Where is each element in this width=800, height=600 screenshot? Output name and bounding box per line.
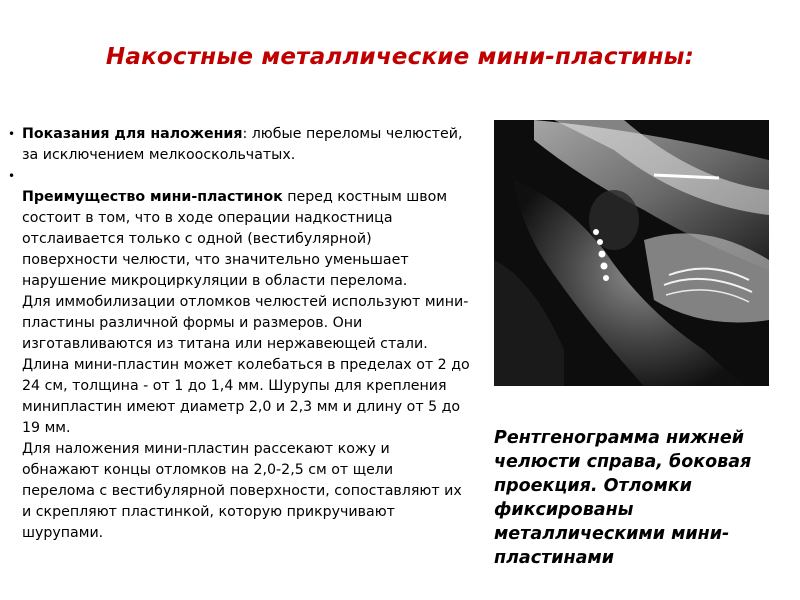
empty-line <box>22 166 470 187</box>
slide-title: Накостные металлические мини-пластины: <box>105 44 695 70</box>
immobilization-paragraph: Для иммобилизации отломков челюстей используют мини-пластины различной формы и размеров. Они изготавливаются из титана или нержавеющей стали. Длина мини-пластин может колебаться в пределах от 2 до 24 см, толщина - от 1 до 1,4 мм. Шурупы для крепления минипластин имеют диаметр 2,0 и 2,3 мм и длину от 5 до 19 мм. <box>22 294 470 436</box>
advantage-text: перед костным швом состоит в том, что в ходе операции надкостница отслаивается только с одной (вестибулярной) поверхности челюсти, что значительно уменьшает нарушение микроциркуляции в области перелома. <box>22 189 448 289</box>
bullet-advantage <box>8 166 470 544</box>
xray-illustration <box>494 120 769 386</box>
procedure-paragraph: Для наложения мини-пластин рассекают кожу и обнажают концы отломков на 2,0-2,5 см от щели перелома с вестибулярной поверхности, сопоставляют их и скрепляют пластинкой, которую прикручивают шурупами. <box>22 441 462 541</box>
xray-image <box>494 120 769 386</box>
indications-text: : любые переломы челюстей, за исключением мелкооскольчатых. <box>22 126 463 163</box>
bullet-list <box>8 124 470 544</box>
image-caption: Рентгенограмма нижней челюсти справа, боковая проекция. Отломки фиксированы металлическими мини-пластинами <box>494 428 752 568</box>
indications-lead: Показания для наложения <box>22 126 243 142</box>
bullet-marker: • <box>8 127 16 141</box>
text-block <box>8 124 470 544</box>
advantage-lead: Преимущество мини-пластинок <box>22 189 283 205</box>
indications-paragraph <box>22 124 470 166</box>
bullet-indications <box>8 124 470 166</box>
bullet-marker: • <box>8 169 16 183</box>
advantage-paragraph <box>22 187 470 292</box>
